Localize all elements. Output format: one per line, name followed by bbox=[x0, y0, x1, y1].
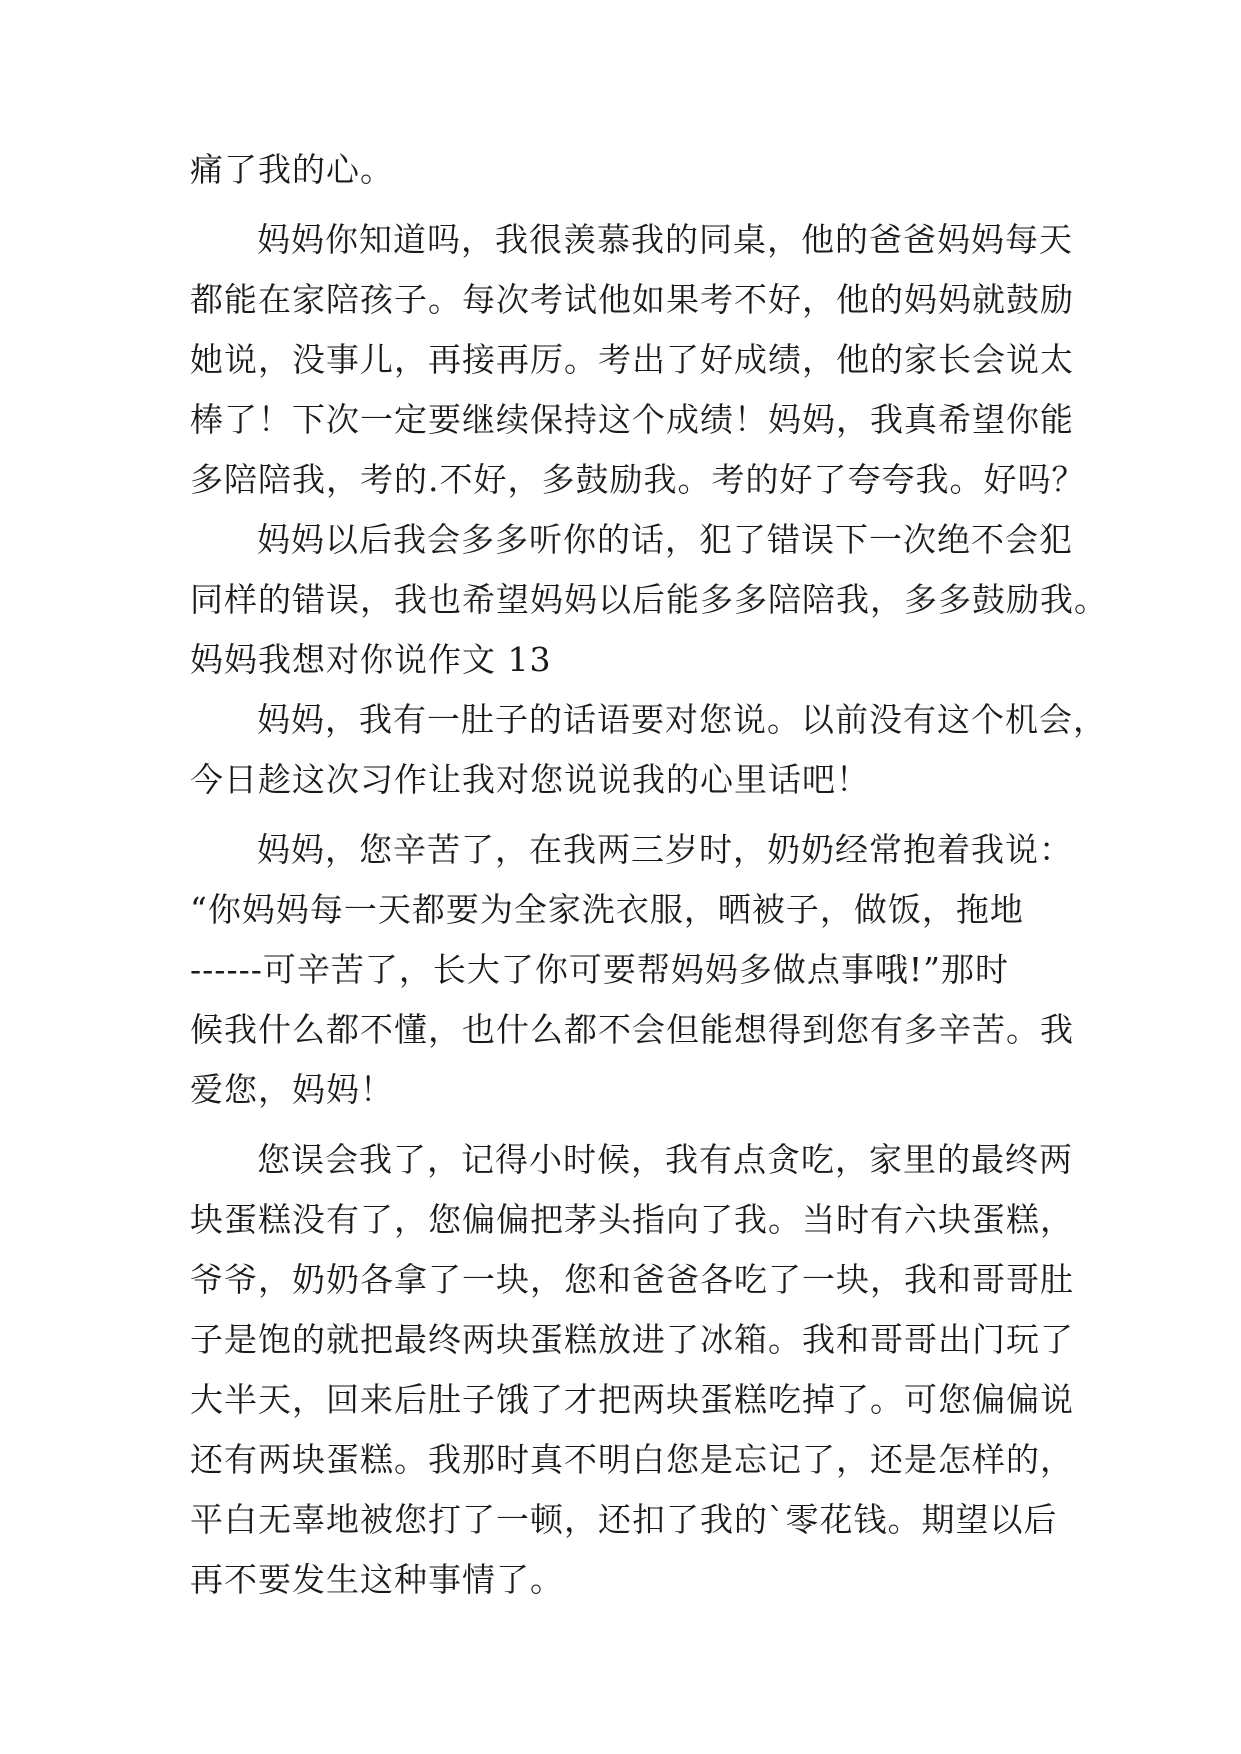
text-line: 平白无辜地被您打了一顿，还扣了我的`零花钱。期望以后 bbox=[190, 1500, 1058, 1539]
section-title: 妈妈我想对你说作文 13 bbox=[190, 640, 552, 679]
paragraph-start-line: 妈妈以后我会多多听你的话，犯了错误下一次绝不会犯 bbox=[257, 520, 1073, 559]
paragraph-start-line: 您误会我了，记得小时候，我有点贪吃，家里的最终两 bbox=[257, 1140, 1073, 1179]
text-line: 再不要发生这种事情了。 bbox=[190, 1560, 564, 1599]
text-line: 爱您，妈妈！ bbox=[190, 1070, 394, 1109]
text-line: 子是饱的就把最终两块蛋糕放进了冰箱。我和哥哥出门玩了 bbox=[190, 1320, 1074, 1359]
text-line: ------可辛苦了，长大了你可要帮妈妈多做点事哦!”那时 bbox=[190, 950, 1010, 989]
text-line: 候我什么都不懂，也什么都不会但能想得到您有多辛苦。我 bbox=[190, 1010, 1074, 1049]
text-line: 多陪陪我，考的.不好，多鼓励我。考的好了夸夸我。好吗？ bbox=[190, 460, 1086, 499]
paragraph-start-line: 妈妈，我有一肚子的话语要对您说。以前没有这个机会， bbox=[257, 700, 1107, 739]
text-line: 块蛋糕没有了，您偏偏把茅头指向了我。当时有六块蛋糕， bbox=[190, 1200, 1074, 1239]
text-line: 还有两块蛋糕。我那时真不明白您是忘记了，还是怎样的， bbox=[190, 1440, 1074, 1479]
paragraph-start-line: 妈妈，您辛苦了，在我两三岁时，奶奶经常抱着我说： bbox=[257, 830, 1073, 869]
text-line: 今日趁这次习作让我对您说说我的心里话吧！ bbox=[190, 760, 870, 799]
text-line: 她说，没事儿，再接再厉。考出了好成绩，他的家长会说太 bbox=[190, 340, 1074, 379]
text-line: 棒了！下次一定要继续保持这个成绩！妈妈，我真希望你能 bbox=[190, 400, 1074, 439]
text-line: 大半天，回来后肚子饿了才把两块蛋糕吃掉了。可您偏偏说 bbox=[190, 1380, 1074, 1419]
text-line: 都能在家陪孩子。每次考试他如果考不好，他的妈妈就鼓励 bbox=[190, 280, 1074, 319]
text-line: 同样的错误，我也希望妈妈以后能多多陪陪我，多多鼓励我。 bbox=[190, 580, 1108, 619]
text-line: “你妈妈每一天都要为全家洗衣服，晒被子，做饭，拖地 bbox=[190, 890, 1024, 929]
text-line: 爷爷，奶奶各拿了一块，您和爸爸各吃了一块，我和哥哥肚 bbox=[190, 1260, 1074, 1299]
paragraph-start-line: 妈妈你知道吗，我很羡慕我的同桌，他的爸爸妈妈每天 bbox=[257, 220, 1073, 259]
text-line: 痛了我的心。 bbox=[190, 150, 394, 189]
